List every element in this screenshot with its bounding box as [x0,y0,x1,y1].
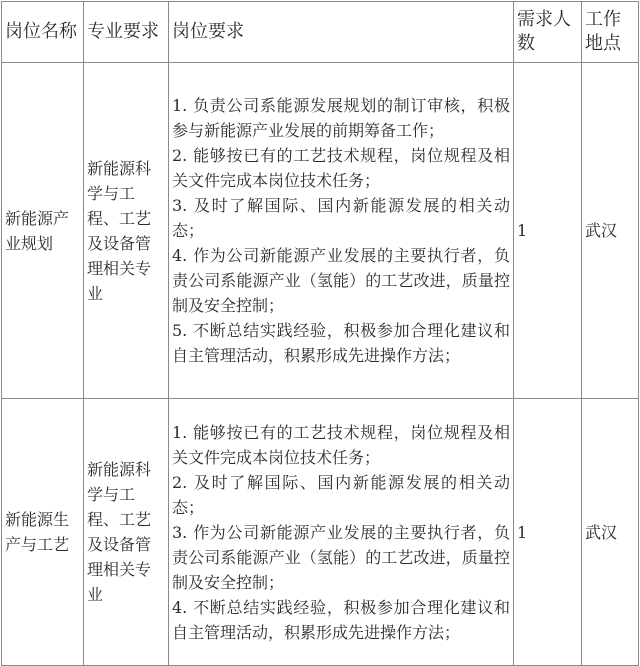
major-cell: 新能源科学与工程、工艺及设备管理相关专业 [84,63,169,399]
requirement-item: 4. 作为公司新能源产业发展的主要执行者，负责公司系能源产业（氢能）的工艺改进，质量控制及安全控制； [172,246,510,315]
recruitment-table [1,1,639,666]
table-row [2,399,639,666]
location-cell: 武汉 [582,63,639,399]
header-major: 专业要求 [84,2,169,63]
header-count: 需求人数 [514,2,582,63]
requirements-cell [169,399,514,666]
requirement-item: 3. 及时了解国际、国内新能源发展的相关动态； [172,196,510,240]
requirements-cell [169,63,514,399]
requirement-item: 5. 不断总结实践经验，积极参加合理化建议和自主管理活动，积累形成先进操作方法； [172,321,510,365]
header-requirements: 岗位要求 [169,2,514,63]
requirement-item: 4. 不断总结实践经验，积极参加合理化建议和自主管理活动，积累形成先进操作方法； [172,597,510,642]
major-cell: 新能源科学与工程、工艺及设备管理相关专业 [84,399,169,666]
position-cell: 新能源生产与工艺 [2,399,84,666]
location-cell: 武汉 [582,399,639,666]
count-cell: 1 [514,399,582,666]
count-cell: 1 [514,63,582,399]
table-row [2,63,639,399]
table-header-row [2,2,639,63]
requirement-item: 3. 作为公司新能源产业发展的主要执行者，负责公司系能源产业（氢能）的工艺改进，质量控制及安全控制； [172,522,510,592]
requirement-item: 2. 能够按已有的工艺技术规程，岗位规程及相关文件完成本岗位技术任务； [172,146,510,190]
header-location: 工作地点 [582,2,639,63]
requirement-item: 1. 负责公司系能源发展规划的制订审核，积极参与新能源产业发展的前期筹备工作； [172,96,510,140]
position-cell: 新能源产业规划 [2,63,84,399]
header-position: 岗位名称 [2,2,84,63]
requirement-item: 1. 能够按已有的工艺技术规程，岗位规程及相关文件完成本岗位技术任务； [172,422,510,467]
requirement-item: 2. 及时了解国际、国内新能源发展的相关动态； [172,472,510,517]
